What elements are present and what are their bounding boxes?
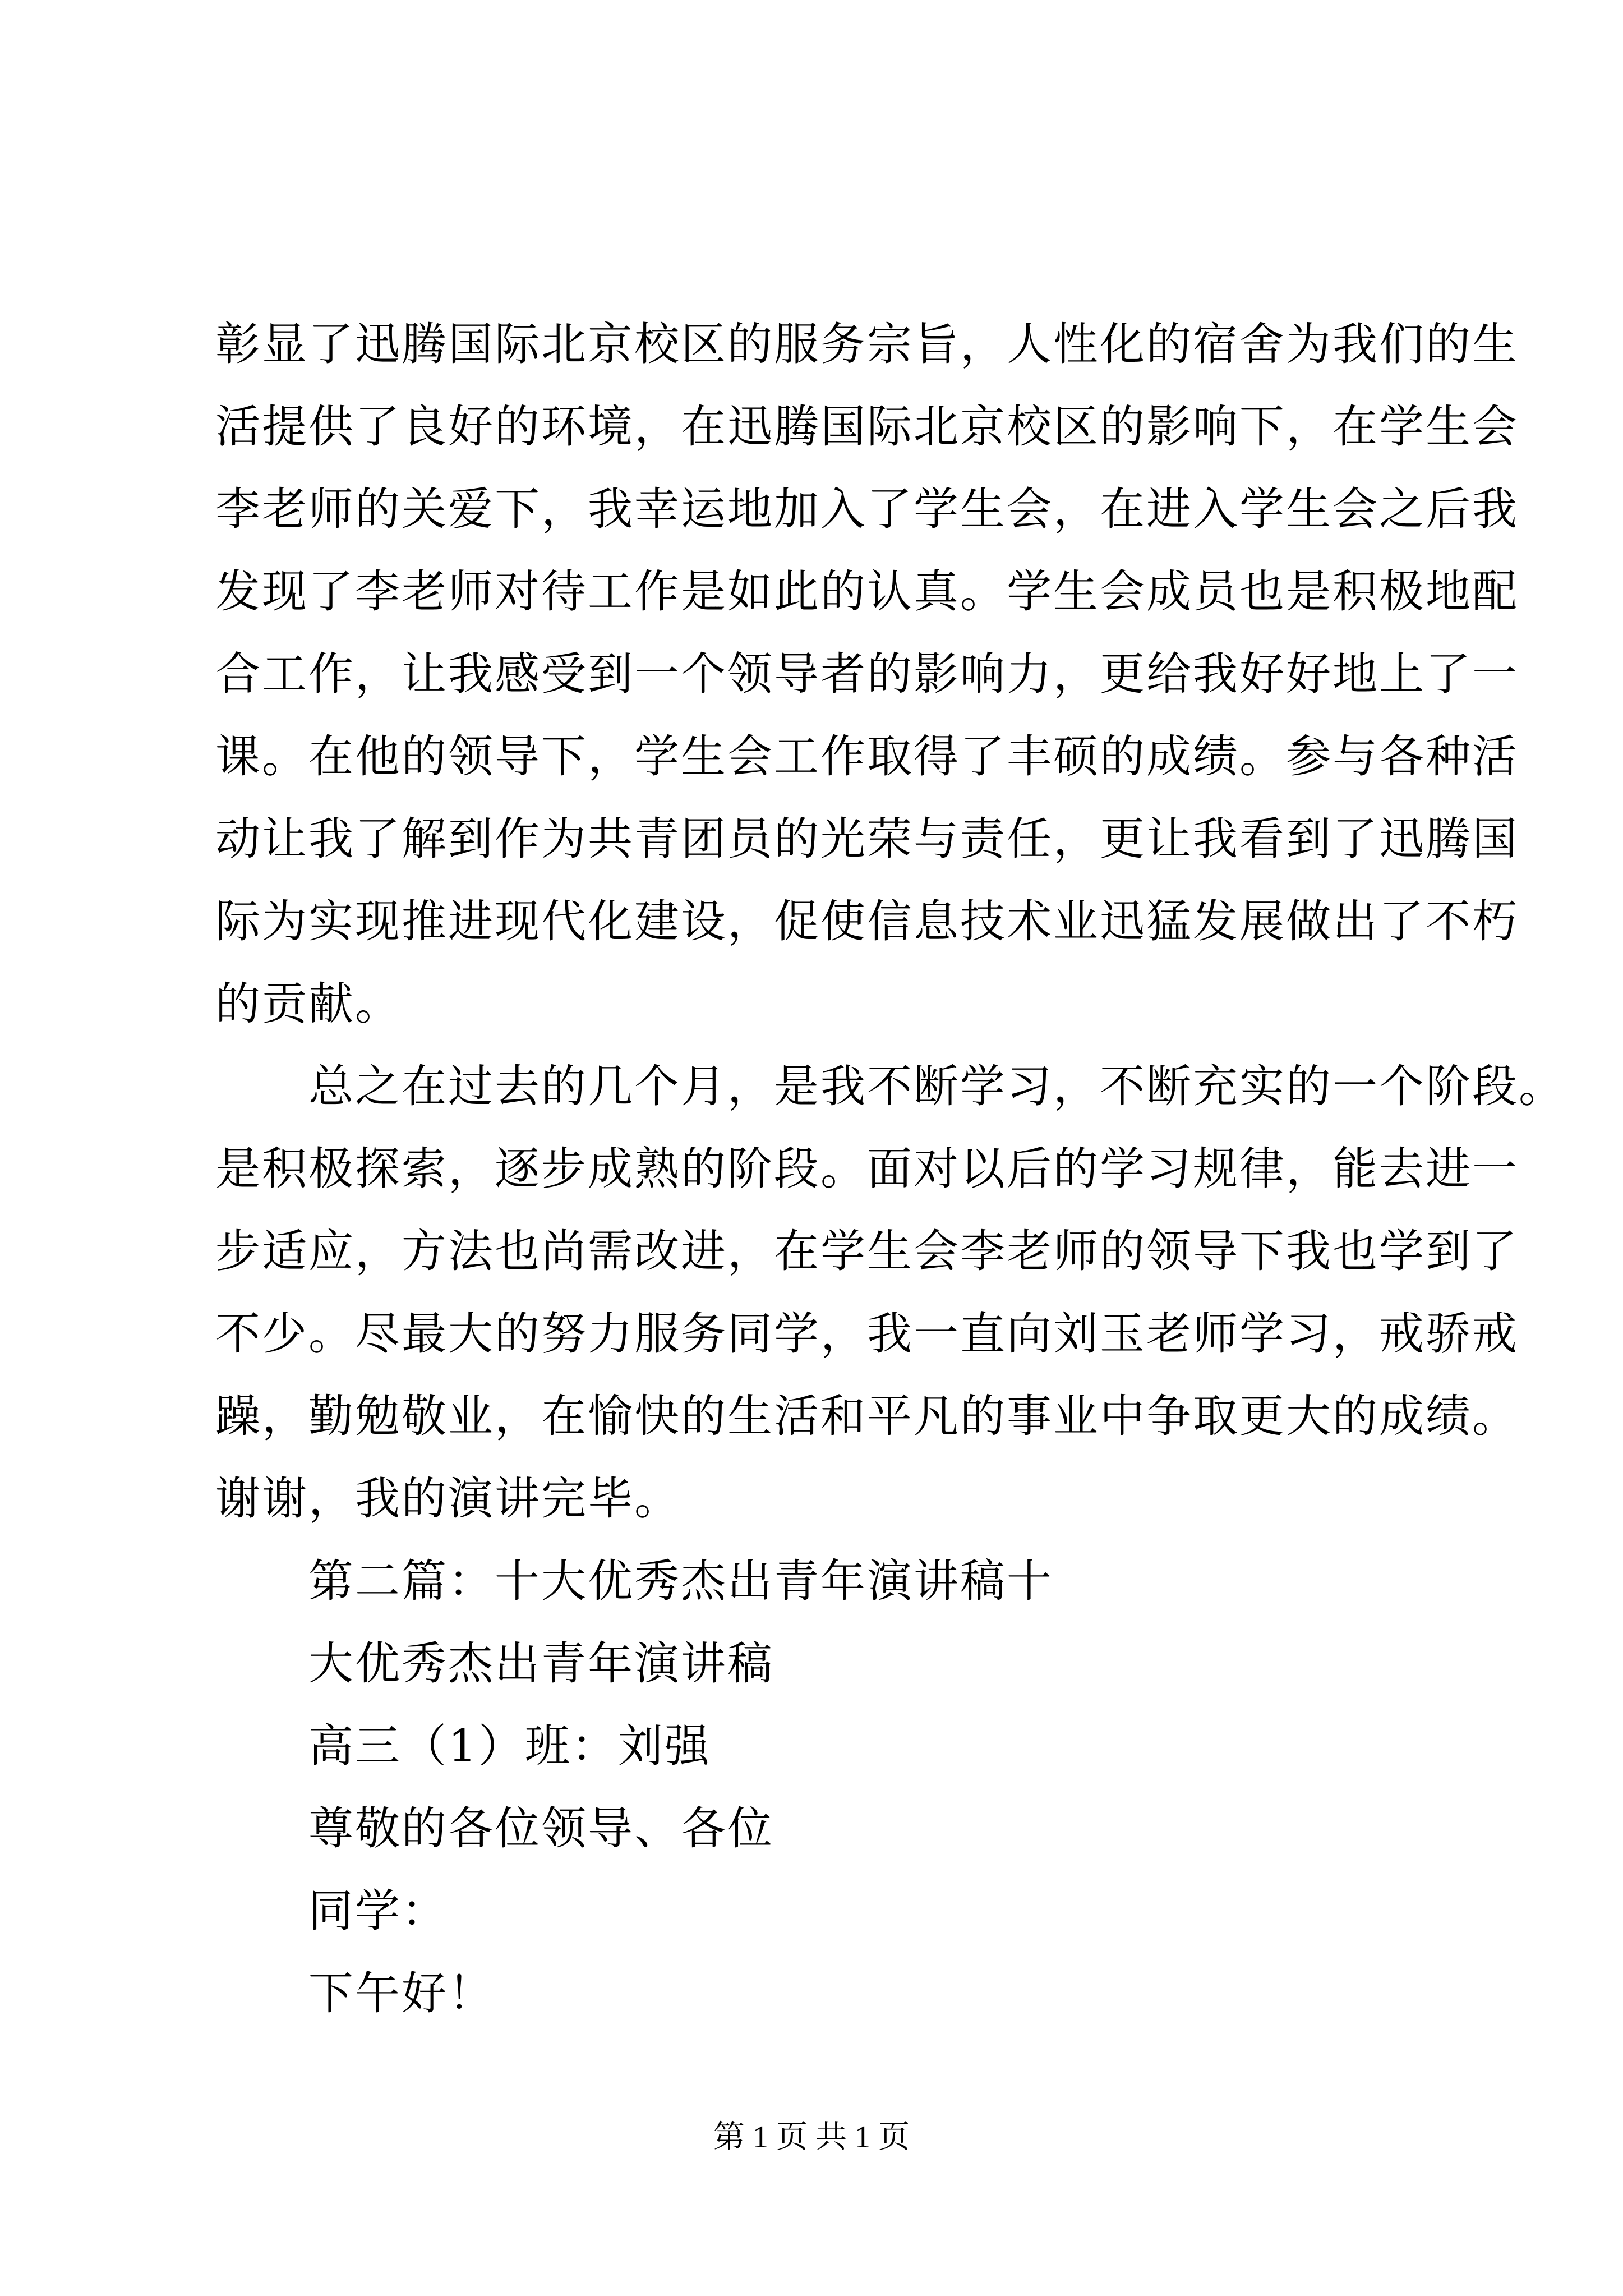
text-line: 李老师的关爱下，我幸运地加入了学生会，在进入学生会之后我 <box>215 483 1519 535</box>
greeting-line: 下午好！ <box>308 1967 495 2019</box>
salutation-line: 尊敬的各位领导、各位 <box>308 1802 774 1855</box>
text-line: 的贡献。 <box>215 978 402 1030</box>
text-line: 际为实现推进现代化建设，促使信息技术业迅猛发展做出了不朽 <box>215 895 1519 947</box>
text-line: 不少。尽最大的努力服务同学，我一直向刘玉老师学习，戒骄戒 <box>215 1308 1519 1360</box>
text-line: 彰显了迅腾国际北京校区的服务宗旨，人性化的宿舍为我们的生 <box>215 318 1519 370</box>
page-footer: 第 1 页 共 1 页 <box>713 2120 910 2155</box>
text-line: 课。在他的领导下，学生会工作取得了丰硕的成绩。参与各种活 <box>215 730 1519 783</box>
text-line: 合工作，让我感受到一个领导者的影响力，更给我好好地上了一 <box>215 648 1519 700</box>
text-line: 总之在过去的几个月，是我不断学习，不断充实的一个阶段。 <box>308 1060 1565 1112</box>
section-heading: 大优秀杰出青年演讲稿 <box>308 1637 774 1690</box>
section-heading: 第二篇：十大优秀杰出青年演讲稿十 <box>308 1555 1053 1607</box>
speaker-line: 高三（1）班：刘强 <box>308 1720 711 1772</box>
text-line: 动让我了解到作为共青团员的光荣与责任，更让我看到了迅腾国 <box>215 813 1519 865</box>
text-line: 发现了李老师对待工作是如此的认真。学生会成员也是积极地配 <box>215 565 1519 618</box>
text-line: 是积极探索，逐步成熟的阶段。面对以后的学习规律，能去进一 <box>215 1143 1519 1195</box>
text-line: 步适应，方法也尚需改进，在学生会李老师的领导下我也学到了 <box>215 1225 1519 1277</box>
text-line: 躁，勤勉敬业，在愉快的生活和平凡的事业中争取更大的成绩。 <box>215 1390 1519 1442</box>
document-body <box>215 303 1565 2035</box>
text-line: 谢谢，我的演讲完毕。 <box>215 1473 681 1525</box>
salutation-line: 同学： <box>308 1885 448 1937</box>
text-line: 活提供了良好的环境，在迅腾国际北京校区的影响下，在学生会 <box>215 401 1519 453</box>
